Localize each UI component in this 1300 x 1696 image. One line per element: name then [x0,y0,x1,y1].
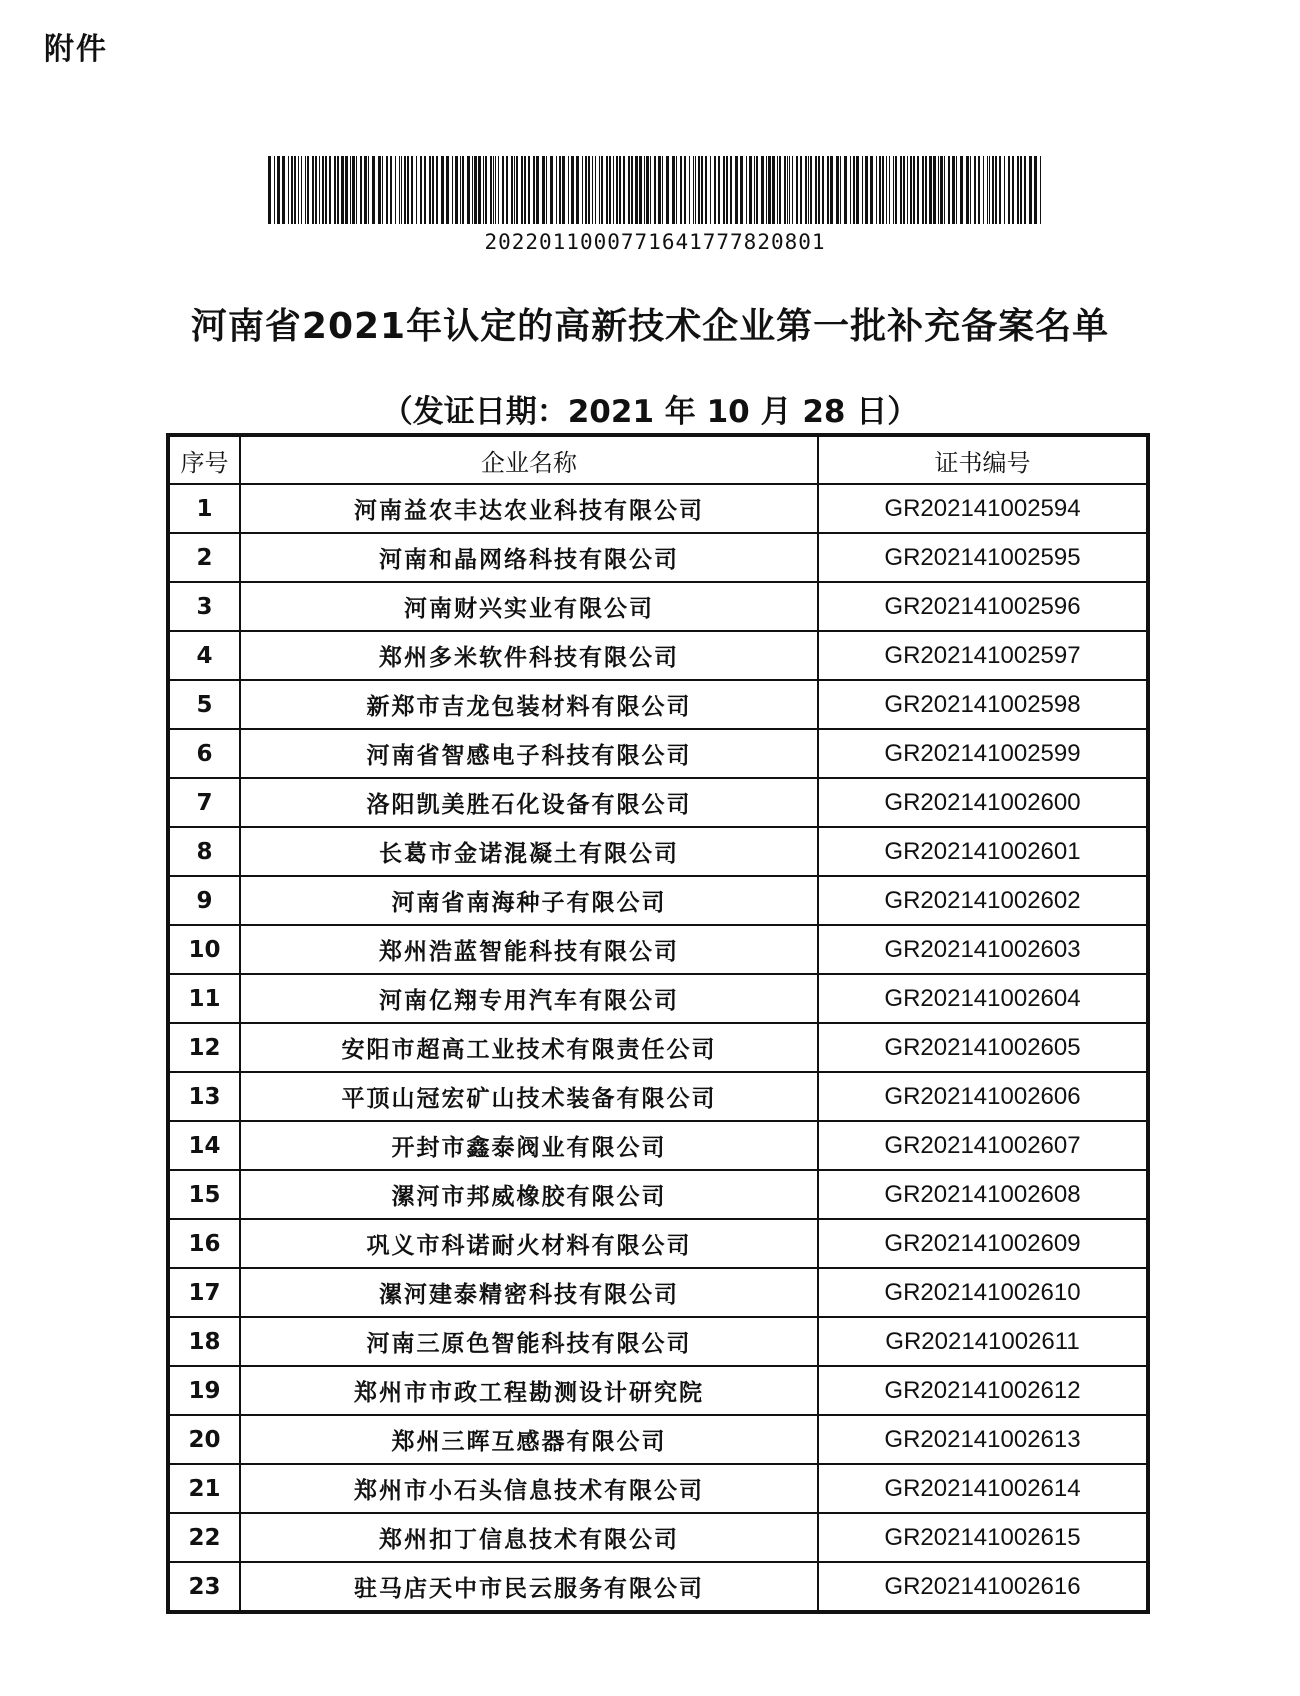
table-row [168,680,1148,729]
certificate-number-cell: GR202141002614 [818,1464,1148,1513]
table-row [168,1415,1148,1464]
certificate-number-cell: GR202141002613 [818,1415,1148,1464]
table-row [168,1219,1148,1268]
certificate-number-cell: GR202141002610 [818,1268,1148,1317]
certificate-number-cell: GR202141002604 [818,974,1148,1023]
serial-number-cell: 13 [168,1072,240,1121]
enterprise-name-cell: 开封市鑫泰阀业有限公司 [240,1121,818,1170]
enterprise-name-cell: 河南省南海种子有限公司 [240,876,818,925]
serial-number-cell: 1 [168,484,240,533]
certificate-number-cell: GR202141002606 [818,1072,1148,1121]
enterprise-name-cell: 洛阳凯美胜石化设备有限公司 [240,778,818,827]
enterprise-name-cell: 平顶山冠宏矿山技术装备有限公司 [240,1072,818,1121]
certificate-number-cell: GR202141002616 [818,1562,1148,1612]
barcode-image [268,156,1042,224]
enterprise-name-cell: 驻马店天中市民云服务有限公司 [240,1562,818,1612]
table-body [168,484,1148,1612]
table-row [168,876,1148,925]
certificate-number-cell: GR202141002594 [818,484,1148,533]
table-row [168,1023,1148,1072]
serial-number-cell: 14 [168,1121,240,1170]
enterprise-name-cell: 河南亿翔专用汽车有限公司 [240,974,818,1023]
serial-number-cell: 22 [168,1513,240,1562]
table-row [168,484,1148,533]
certificate-number-cell: GR202141002602 [818,876,1148,925]
table-row [168,778,1148,827]
enterprise-name-cell: 长葛市金诺混凝土有限公司 [240,827,818,876]
table-row [168,533,1148,582]
certificate-number-cell: GR202141002596 [818,582,1148,631]
enterprise-name-cell: 河南和晶网络科技有限公司 [240,533,818,582]
enterprise-name-cell: 河南省智感电子科技有限公司 [240,729,818,778]
table-row [168,1513,1148,1562]
enterprise-name-cell: 河南三原色智能科技有限公司 [240,1317,818,1366]
certificate-number-cell: GR202141002598 [818,680,1148,729]
certificate-number-cell: GR202141002611 [818,1317,1148,1366]
certificate-number-cell: GR202141002615 [818,1513,1148,1562]
table-row [168,582,1148,631]
certificate-number-cell: GR202141002605 [818,1023,1148,1072]
enterprise-name-cell: 郑州扣丁信息技术有限公司 [240,1513,818,1562]
serial-number-cell: 2 [168,533,240,582]
table-row [168,1268,1148,1317]
certificate-number-cell: GR202141002608 [818,1170,1148,1219]
enterprise-name-cell: 巩义市科诺耐火材料有限公司 [240,1219,818,1268]
certificate-number-cell: GR202141002612 [818,1366,1148,1415]
table-header-row [168,435,1148,484]
table-row [168,1317,1148,1366]
enterprise-name-cell: 郑州三晖互感器有限公司 [240,1415,818,1464]
serial-number-cell: 4 [168,631,240,680]
header-enterprise-name: 企业名称 [240,435,818,484]
serial-number-cell: 9 [168,876,240,925]
certificate-number-cell: GR202141002603 [818,925,1148,974]
enterprise-name-cell: 河南益农丰达农业科技有限公司 [240,484,818,533]
serial-number-cell: 7 [168,778,240,827]
serial-number-cell: 11 [168,974,240,1023]
table-row [168,827,1148,876]
header-certificate-number: 证书编号 [818,435,1148,484]
serial-number-cell: 16 [168,1219,240,1268]
table-row [168,974,1148,1023]
serial-number-cell: 21 [168,1464,240,1513]
serial-number-cell: 20 [168,1415,240,1464]
certificate-number-cell: GR202141002601 [818,827,1148,876]
certificate-number-cell: GR202141002607 [818,1121,1148,1170]
table-row [168,1072,1148,1121]
certificate-number-cell: GR202141002597 [818,631,1148,680]
serial-number-cell: 18 [168,1317,240,1366]
serial-number-cell: 10 [168,925,240,974]
enterprise-name-cell: 郑州多米软件科技有限公司 [240,631,818,680]
attachment-label: 附件 [44,32,108,67]
barcode-number: 20220110007716417778208​01 [484,230,826,254]
document-subtitle: （发证日期：2021 年 10 月 28 日） [381,394,919,430]
document-title: 河南省2021年认定的高新技术企业第一批补充备案名单 [190,306,1110,347]
certificate-number-cell: GR202141002599 [818,729,1148,778]
serial-number-cell: 6 [168,729,240,778]
header-serial-number: 序号 [168,435,240,484]
enterprise-name-cell: 新郑市吉龙包装材料有限公司 [240,680,818,729]
table-row [168,925,1148,974]
enterprise-name-cell: 漯河建泰精密科技有限公司 [240,1268,818,1317]
enterprise-name-cell: 郑州市市政工程勘测设计研究院 [240,1366,818,1415]
serial-number-cell: 19 [168,1366,240,1415]
table-row [168,1464,1148,1513]
table-row [168,1121,1148,1170]
enterprise-name-cell: 河南财兴实业有限公司 [240,582,818,631]
enterprise-table-wrapper [166,433,1146,1614]
enterprise-table [166,433,1150,1614]
serial-number-cell: 12 [168,1023,240,1072]
table-row [168,1170,1148,1219]
serial-number-cell: 15 [168,1170,240,1219]
certificate-number-cell: GR202141002600 [818,778,1148,827]
enterprise-name-cell: 郑州浩蓝智能科技有限公司 [240,925,818,974]
enterprise-name-cell: 漯河市邦威橡胶有限公司 [240,1170,818,1219]
certificate-number-cell: GR202141002609 [818,1219,1148,1268]
serial-number-cell: 17 [168,1268,240,1317]
table-row [168,631,1148,680]
table-row [168,1366,1148,1415]
table-row [168,1562,1148,1612]
enterprise-name-cell: 郑州市小石头信息技术有限公司 [240,1464,818,1513]
enterprise-name-cell: 安阳市超高工业技术有限责任公司 [240,1023,818,1072]
table-row [168,729,1148,778]
serial-number-cell: 5 [168,680,240,729]
serial-number-cell: 8 [168,827,240,876]
serial-number-cell: 23 [168,1562,240,1612]
certificate-number-cell: GR202141002595 [818,533,1148,582]
serial-number-cell: 3 [168,582,240,631]
